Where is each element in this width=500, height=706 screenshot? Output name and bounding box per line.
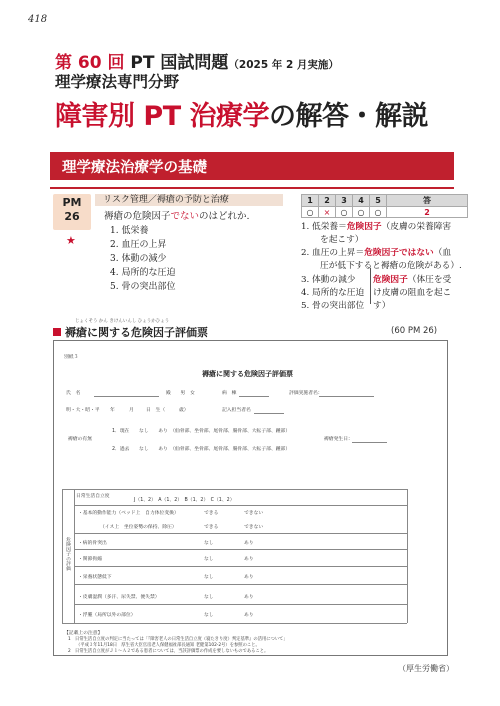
chapter-title [55, 94, 428, 133]
form-table-top [62, 489, 407, 490]
page-number: 418 [28, 14, 48, 25]
square-bullet-icon [53, 328, 61, 336]
form-item-5-opt2: あり [244, 575, 254, 580]
form-item-7-opt2: あり [244, 613, 254, 618]
form-birth-era: 明・大・昭・平 [66, 408, 100, 413]
form-item-3-opt1: なし [204, 541, 214, 546]
choice-3: 3. 体動の減少 [110, 254, 167, 264]
explanation-2-post: （血 [433, 248, 452, 258]
answer-mark-3: ○ [336, 207, 353, 218]
explanation-3: 3. 体動の減少 [301, 275, 356, 285]
explanation-1 [301, 220, 451, 232]
section2-title [53, 324, 208, 340]
form-wound-row1: 1．現在 なし あり （仙骨部、坐骨部、尾骨部、腸骨部、大転子部、踵部） [112, 429, 291, 434]
answer-table [301, 194, 468, 218]
answer-col-3: 3 [336, 195, 353, 207]
answer-col-4: 4 [353, 195, 370, 207]
form-evaluator-label: 評価実施者名： [289, 391, 323, 396]
form-birth-month: 月 [129, 408, 134, 413]
explanation-2-pre: 2. 血圧の上昇＝ [301, 248, 365, 258]
form-item-6-label: ・皮膚湿潤（多汗、尿失禁、便失禁） [78, 595, 160, 600]
explanation-5: 5. 骨の突出部位 [301, 301, 365, 311]
explanation-4: 4. 局所的な圧迫 [301, 288, 365, 298]
form-item-4-label: ・関節拘縮 [78, 557, 102, 562]
form-item-3-opt2: あり [244, 541, 254, 546]
form-item-5-opt1: なし [204, 575, 214, 580]
form-onset-line [352, 442, 387, 443]
answer-mark-4: ○ [353, 207, 370, 218]
choice-4: 4. 局所的な圧迫 [110, 268, 176, 278]
form-wound-label: 褥瘡の有無 [68, 437, 92, 442]
form-ward-label: 病 棟 [222, 391, 237, 396]
form-birth-day: 日 生（ [146, 408, 166, 413]
section-banner-title: 理学療法治療学の基礎 [62, 160, 207, 176]
form-age: 歳） [179, 408, 189, 413]
form-item-1-opt1: できる [204, 511, 219, 516]
explanation-2-cont: 圧が低下すると褥瘡の危険がある）. [320, 261, 462, 271]
question-stem-pre: 褥瘡の危険因子 [104, 211, 171, 222]
exam-date: （2025 年 2 月実施） [228, 59, 339, 71]
form-title: 褥瘡に関する危険因子評価票 [202, 370, 293, 378]
explanation-1-post: （皮膚の栄養障害 [381, 222, 452, 232]
form-ward-line [239, 396, 269, 397]
form-item-4-opt2: あり [244, 557, 254, 562]
form-birth-year: 年 [110, 408, 115, 413]
form-name-line [94, 396, 159, 397]
answer-col-2: 2 [319, 195, 336, 207]
section-divider [50, 187, 454, 189]
chapter-title-black: の解答・解説 [269, 101, 429, 132]
form-item-2-opt2: できない [244, 525, 264, 530]
choice-5: 5. 骨の突出部位 [110, 282, 176, 292]
explanation-2 [301, 246, 451, 258]
explanation-1-cont: を起こす） [320, 235, 364, 245]
explanation-1-emphasis: 危険因子 [346, 222, 382, 232]
form-table-left [62, 489, 63, 623]
form-item-2-opt1: できる [204, 525, 219, 530]
question-id-badge [53, 194, 91, 230]
field-title: 理学療法専門分野 [55, 73, 180, 91]
answer-value: 2 [387, 207, 468, 218]
form-table-right [407, 489, 408, 623]
answer-mark-1: ○ [302, 207, 319, 218]
exam-number: 第 60 回 [55, 53, 125, 73]
question-id-number: 26 [64, 210, 80, 223]
explanation-group-cont1: け皮膚の阻血を起こ [373, 288, 452, 298]
star-icon: ★ [66, 234, 76, 247]
form-note-1b: （平成３年11月18日 厚生省大臣官房老人保健福祉部長通知 老健第102-2号）を参照のこと。 [76, 643, 260, 648]
question-id-pm: PM [62, 196, 82, 209]
question-stem-emphasis: でない [170, 211, 200, 222]
form-note-2: 2 日常生活自立度がＪ１～Ａ２である患者については、当該評価票の作成を要しないものであること。 [68, 649, 269, 654]
form-adl-label: 日常生活自立度 [76, 494, 110, 499]
answer-col-1: 1 [302, 195, 319, 207]
chapter-title-red: 障害別 PT 治療学 [55, 101, 270, 132]
form-sex: 殿 男 女 [166, 391, 195, 396]
explanation-group [373, 273, 451, 285]
form-evaluator-line [319, 396, 374, 397]
form-row-divider-5 [74, 604, 407, 605]
explanation-2-emphasis: 危険因子ではない [364, 248, 434, 258]
form-item-1-opt2: できない [244, 511, 264, 516]
form-item-2-label: （イス上 坐位姿勢の保持、除圧） [100, 525, 177, 530]
form-wound-row2: 2．過去 なし あり （仙骨部、坐骨部、尾骨部、腸骨部、大転子部、踵部） [112, 447, 291, 452]
form-recorder-line [254, 413, 284, 414]
form-row-divider-4 [74, 584, 407, 585]
answer-header: 答 [387, 195, 468, 207]
form-row-divider-3 [74, 566, 407, 567]
section2-ruby: じょくそう かん きけんいんし ひょうかひょう [75, 319, 170, 324]
form-tag: 別紙３ [64, 355, 79, 360]
form-note-1: 1 日常生活自立度の判定に当たっては「『障害老人の日常生活自立度（寝たきり度）判定基準』の活用について」 [68, 637, 288, 642]
form-item-3-label: ・病的骨突出 [78, 541, 107, 546]
exam-name: PT 国試問題 [124, 53, 229, 73]
form-item-1-label: ・基本的動作能力（ベッド上 自力体位変換） [78, 511, 179, 516]
question-stem [104, 208, 250, 222]
form-credit: （厚生労働省） [398, 664, 454, 673]
choice-1: 1. 低栄養 [110, 226, 149, 236]
form-item-6-opt1: なし [204, 595, 214, 600]
question-category: リスク管理／褥瘡の予防と治療 [95, 194, 283, 206]
choice-2: 2. 血圧の上昇 [110, 240, 167, 250]
risk-assessment-form [53, 340, 448, 656]
form-adl-divider [74, 505, 407, 506]
section2-title-text: 褥瘡に関する危険因子評価票 [65, 326, 208, 339]
explanation-group-post: （体圧を受 [407, 275, 452, 285]
form-item-6-opt2: あり [244, 595, 254, 600]
form-item-5-label: ・栄養状態低下 [78, 575, 112, 580]
form-onset-label: 褥瘡発生日： [324, 437, 353, 442]
answer-col-5: 5 [370, 195, 387, 207]
form-name-label: 氏 名 [66, 391, 81, 396]
explanation-group-emphasis: 危険因子 [373, 275, 408, 285]
answer-mark-5: ○ [370, 207, 387, 218]
explanation-group-cont2: す） [373, 301, 391, 311]
form-table-bottom [62, 623, 407, 624]
form-adl-values: J（1、2） A（1、2） B（1、2） C（1、2） [134, 498, 235, 503]
form-item-7-label: ・浮腫（局所以外の部位） [78, 613, 136, 618]
form-side-label: 危険因子の評価 [65, 537, 70, 571]
form-item-4-opt1: なし [204, 557, 214, 562]
form-notes-title: 【記載上の注意】 [64, 631, 103, 636]
form-item-7-opt1: なし [204, 613, 214, 618]
form-side-divider [74, 489, 75, 623]
section2-source: (60 PM 26) [391, 326, 438, 336]
form-row-divider-2 [74, 549, 407, 550]
question-stem-post: のはどれか. [199, 211, 250, 222]
form-recorder-label: 記入担当者名 [222, 408, 251, 413]
explanation-1-pre: 1. 低栄養＝ [301, 222, 347, 232]
form-row-divider-1 [74, 533, 407, 534]
answer-mark-2: × [319, 207, 336, 218]
